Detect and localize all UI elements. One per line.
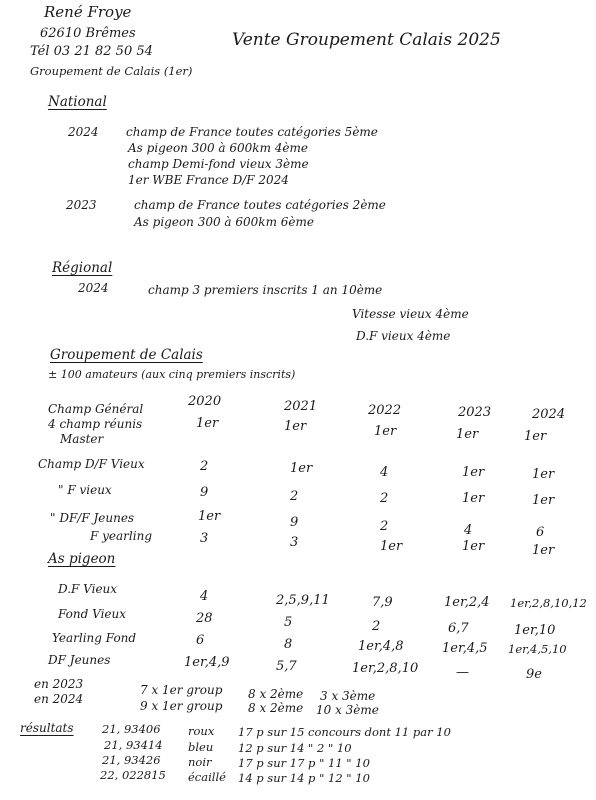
as-fondvieux-2022: 2 [372,619,381,634]
as-fondvieux-2023: 6,7 [448,621,469,636]
cell-fvieux-2023: 1er [462,491,485,506]
row-label-df-f-jeunes: " DF/F Jeunes [50,511,135,525]
as-label-fond-vieux: Fond Vieux [58,607,127,621]
regional-line-1: champ 3 premiers inscrits 1 an 10ème [148,283,383,297]
cell-dffjeunes-2024: 6 [536,525,545,540]
national-line-3: champ Demi-fond vieux 3ème [128,157,309,171]
row-label-champ-general-2: 4 champ réunis [48,417,143,431]
owner-postal: 62610 Brêmes [40,26,136,41]
as-yearlingfond-2024: 1er,4,5,10 [508,642,567,656]
group-result-2024-b: 8 x 2ème [248,701,304,715]
as-dfvieux-2021: 2,5,9,11 [276,593,330,608]
year-header-2023: 2023 [458,405,492,420]
year-header-2021: 2021 [284,399,318,414]
national-line-2: As pigeon 300 à 600km 4ème [128,141,308,155]
result-record-1: 17 p sur 15 concours dont 11 par 10 [238,725,451,739]
cell-fyearling-2021: 3 [290,535,299,550]
result-color-4: écaillé [188,770,226,784]
cell-dfvieux-2022: 4 [380,465,389,480]
result-ring-2: 21, 93414 [104,738,163,752]
as-dfjeunes-2023: — [456,665,469,680]
as-label-df-vieux: D.F Vieux [58,582,118,596]
national-year-2024: 2024 [68,125,99,139]
result-color-3: noir [188,755,212,769]
national-line-1: champ de France toutes catégories 5ème [126,125,378,139]
result-record-4: 14 p sur 14 p " 12 " 10 [238,771,370,785]
cell-general-2020: 1er [196,416,219,431]
cell-dfvieux-2020: 2 [200,459,209,474]
groupement-heading: Groupement de Calais [50,347,203,363]
regional-year: 2024 [78,281,109,295]
group-result-year-2023: en 2023 [34,677,84,691]
national-line-6: As pigeon 300 à 600km 6ème [134,215,314,229]
result-ring-4: 22, 022815 [100,768,166,782]
owner-group: Groupement de Calais (1er) [30,64,193,78]
cell-dffjeunes-2020: 1er [198,509,221,524]
as-dfvieux-2020: 4 [200,589,209,604]
year-header-2024: 2024 [532,407,566,422]
result-ring-3: 21, 93426 [102,753,161,767]
cell-dfvieux-2024: 1er [532,467,555,482]
regional-line-2: Vitesse vieux 4ème [352,307,469,321]
owner-phone: Tél 03 21 82 50 54 [30,44,153,59]
cell-dffjeunes-2021: 9 [290,515,299,530]
as-dfvieux-2022: 7,9 [372,595,393,610]
page-title: Vente Groupement Calais 2025 [232,30,501,50]
group-result-year-2024: en 2024 [34,692,84,706]
cell-fvieux-2022: 2 [380,491,389,506]
cell-dfvieux-2021: 1er [290,461,313,476]
groupement-subtitle: ± 100 amateurs (aux cinq premiers inscrits) [48,368,296,381]
row-label-f-yearling: F yearling [90,529,152,543]
owner-name: René Froye [44,3,132,21]
cell-general-2024: 1er [524,429,547,444]
as-dfjeunes-2022: 1er,2,8,10 [352,661,419,676]
row-label-champ-general: Champ Général [48,402,144,416]
cell-fyearling-2020: 3 [200,531,209,546]
result-color-1: roux [188,724,215,738]
group-result-2024-c: 10 x 3ème [316,703,379,717]
cell-fvieux-2024: 1er [532,493,555,508]
cell-fvieux-2021: 2 [290,489,299,504]
cell-fyearling-2024: 1er [532,543,555,558]
regional-heading: Régional [52,260,113,276]
as-fondvieux-2020: 28 [196,611,213,626]
year-header-2020: 2020 [188,394,222,409]
cell-general-2023: 1er [456,427,479,442]
as-label-yearling-fond: Yearling Fond [52,631,137,645]
cell-dffjeunes-2022: 2 [380,519,389,534]
resultats-heading: résultats [20,721,74,735]
as-label-df-jeunes: DF Jeunes [48,653,111,667]
cell-fvieux-2020: 9 [200,485,209,500]
cell-general-2022: 1er [374,424,397,439]
group-result-2023-b: 8 x 2ème [248,687,304,701]
national-line-5: champ de France toutes catégories 2ème [134,198,386,212]
cell-fyearling-2023: 1er [462,539,485,554]
result-record-2: 12 p sur 14 " 2 " 10 [238,741,352,755]
row-label-champ-df-vieux: Champ D/F Vieux [38,457,145,471]
cell-fyearling-2022: 1er [380,539,403,554]
result-color-2: bleu [188,740,214,754]
as-yearlingfond-2022: 1er,4,8 [358,639,404,654]
row-label-f-vieux: " F vieux [58,483,112,497]
national-year-2023: 2023 [66,198,97,212]
as-dfjeunes-2024: 9e [526,667,542,682]
as-dfvieux-2024: 1er,2,8,10,12 [510,596,587,610]
regional-line-3: D.F vieux 4ème [356,329,451,343]
cell-dfvieux-2023: 1er [462,465,485,480]
as-dfvieux-2023: 1er,2,4 [444,595,490,610]
group-result-2023-a: 7 x 1er group [140,683,223,697]
row-label-champ-general-3: Master [60,432,104,446]
as-fondvieux-2024: 1er,10 [514,623,556,638]
national-heading: National [48,94,107,110]
cell-dffjeunes-2023: 4 [464,523,473,538]
year-header-2022: 2022 [368,403,402,418]
result-record-3: 17 p sur 17 p " 11 " 10 [238,756,370,770]
cell-general-2021: 1er [284,419,307,434]
as-pigeon-heading: As pigeon [48,551,116,567]
as-fondvieux-2021: 5 [284,615,293,630]
group-result-2024-a: 9 x 1er group [140,699,223,713]
as-dfjeunes-2021: 5,7 [276,659,297,674]
as-dfjeunes-2020: 1er,4,9 [184,655,230,670]
as-yearlingfond-2023: 1er,4,5 [442,641,488,656]
result-ring-1: 21, 93406 [102,722,161,736]
national-line-4: 1er WBE France D/F 2024 [128,173,289,187]
group-result-2023-c: 3 x 3ème [320,689,376,703]
as-yearlingfond-2020: 6 [196,633,205,648]
as-yearlingfond-2021: 8 [284,637,293,652]
